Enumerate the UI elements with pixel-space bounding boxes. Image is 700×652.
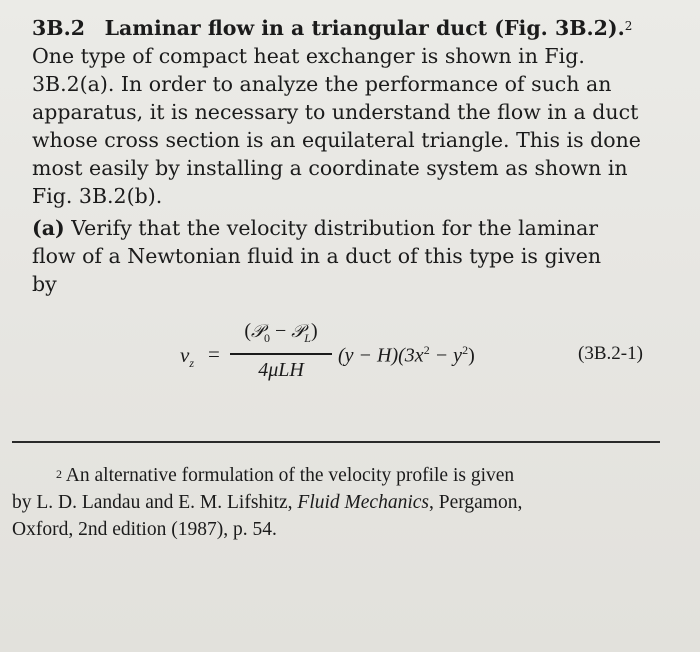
fraction-bar: [230, 353, 332, 355]
book-title: Fluid Mechanics: [297, 492, 429, 513]
problem-title: Laminar flow in a triangular duct (Fig. 3B.2).: [104, 16, 625, 40]
footnote-marker: 2: [56, 467, 62, 481]
intro-line-2: 3B.2(a). In order to analyze the performance of such an: [32, 72, 612, 96]
part-a-line-3: by: [32, 272, 57, 296]
footnote-divider: [12, 441, 660, 443]
footnote: [12, 462, 522, 543]
part-a-label: (a): [32, 216, 65, 240]
intro-line-5: most easily by installing a coordinate system as shown in: [32, 156, 628, 180]
problem-heading: [32, 14, 672, 42]
intro-line-3: apparatus, it is necessary to understand the flow in a duct: [32, 100, 639, 124]
intro-line-6: Fig. 3B.2(b).: [32, 184, 163, 208]
equation-numerator: (𝒫$_0$ − 𝒫$_L$): [244, 320, 318, 345]
equation-number: (3B.2-1): [578, 343, 643, 364]
velocity-equation: [180, 318, 660, 392]
part-a-line-1: [32, 214, 598, 242]
footnote-line-2: by L. D. Landau and E. M. Lifshitz, Fluid Mechanics, Pergamon,: [12, 492, 523, 513]
footnote-line-3: Oxford, 2nd edition (1987), p. 54.: [12, 519, 277, 540]
equation-rhs: $(y - H)(3x^2 - y^2)$: [338, 343, 475, 367]
title-footnote-marker: 2: [624, 19, 633, 33]
part-a-text: Verify that the velocity distribution for the laminar: [64, 216, 599, 240]
part-a-line-2: flow of a Newtonian fluid in a duct of this type is given: [32, 244, 602, 268]
intro-line-1: One type of compact heat exchanger is shown in Fig.: [32, 44, 585, 68]
intro-line-4: whose cross section is an equilateral triangle. This is done: [32, 128, 641, 152]
equation-fraction: [230, 318, 332, 382]
equation-equals: =: [208, 342, 220, 366]
footnote-line-1: $^2$ An alternative formulation of the velocity profile is given: [56, 465, 515, 486]
equation-lhs: $v_z$: [180, 343, 194, 371]
equation-denominator: 4μLH: [258, 358, 304, 381]
problem-number: 3B.2: [32, 16, 85, 40]
